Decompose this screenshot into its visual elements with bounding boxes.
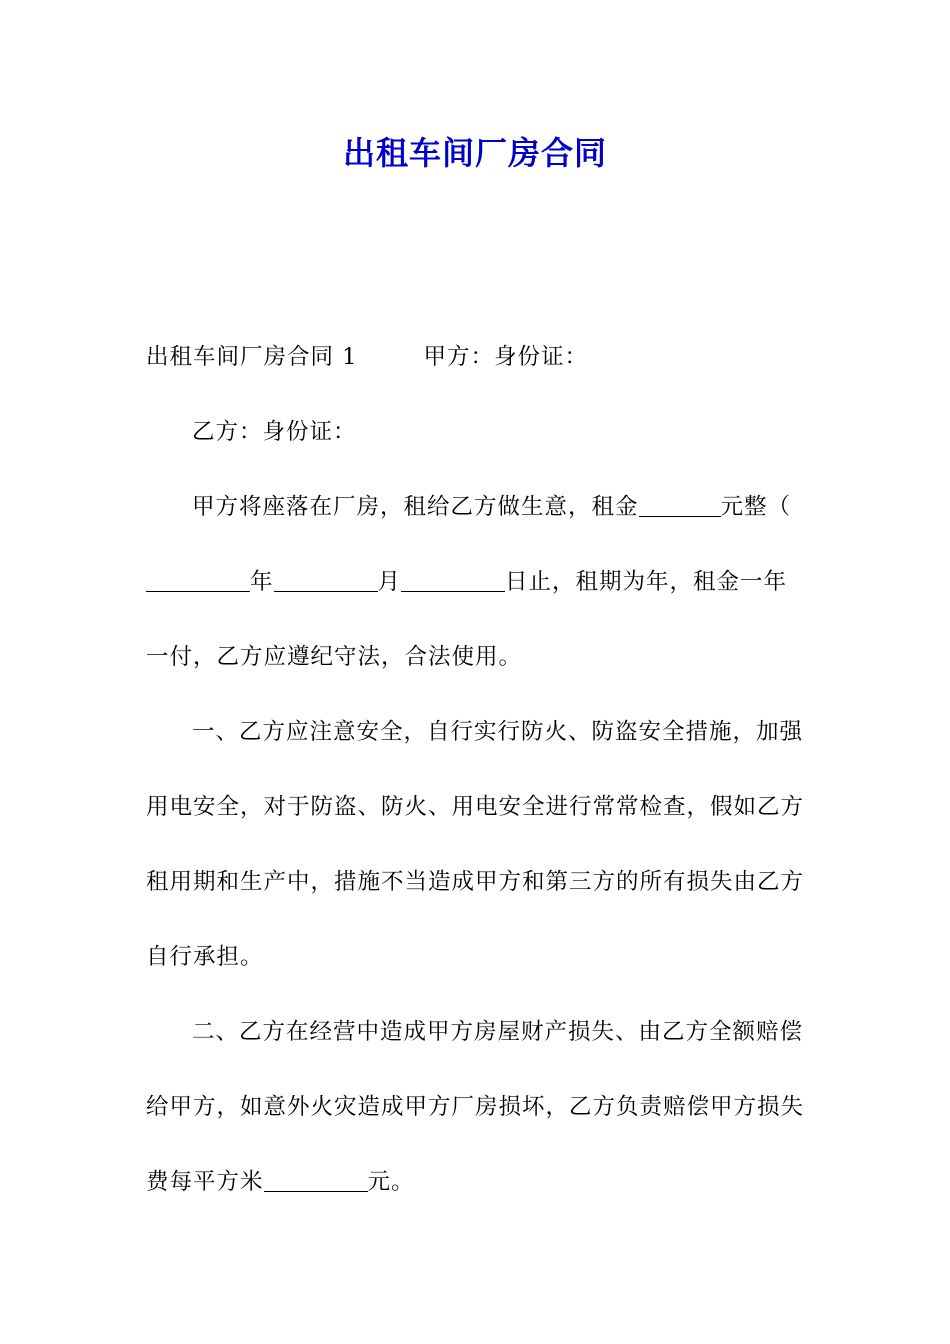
document-title: 出租车间厂房合同 <box>342 134 607 172</box>
document-body <box>146 339 806 1220</box>
clause-2-end: 元。 <box>367 1169 415 1196</box>
party-a-label: 甲方：身份证： <box>423 344 588 370</box>
year-label: 年 <box>250 569 274 596</box>
paragraph-party-b: 乙方：身份证： <box>192 419 357 445</box>
day-blank <box>401 567 505 592</box>
clause-2-text: 二、乙方在经营中造成甲方房屋财产损失、由乙方全额赔偿给甲方，如意外火灾造成甲方厂房损坏，乙方负责赔偿甲方损失费每平方米 <box>146 1019 805 1196</box>
paragraph-clause-1: 一、乙方应注意安全，自行实行防火、防盗安全措施，加强用电安全，对于防盗、防火、用电安全进行常常检查，假如乙方租用期和生产中，措施不当造成甲方和第三方的所有损失由乙方自行承担。 <box>146 719 805 971</box>
paragraph-clause-2 <box>146 995 806 1220</box>
rent-text-end: 日止，租期为年，租金一年一付，乙方应遵纪守法，合法使用。 <box>146 569 788 671</box>
rent-amount-blank <box>639 492 721 517</box>
contract-number-label: 出租车间厂房合同 1 <box>146 344 358 370</box>
rent-text-yuan: 元整（ <box>720 494 792 521</box>
compensation-blank <box>264 1167 368 1192</box>
rent-text-start: 甲方将座落在厂房，租给乙方做生意，租金 <box>192 494 639 521</box>
paragraph-rent-terms <box>146 470 806 695</box>
paragraph-party-a <box>146 339 806 377</box>
month-label: 月 <box>377 569 402 596</box>
month-blank <box>274 567 378 592</box>
year-blank <box>146 567 250 592</box>
